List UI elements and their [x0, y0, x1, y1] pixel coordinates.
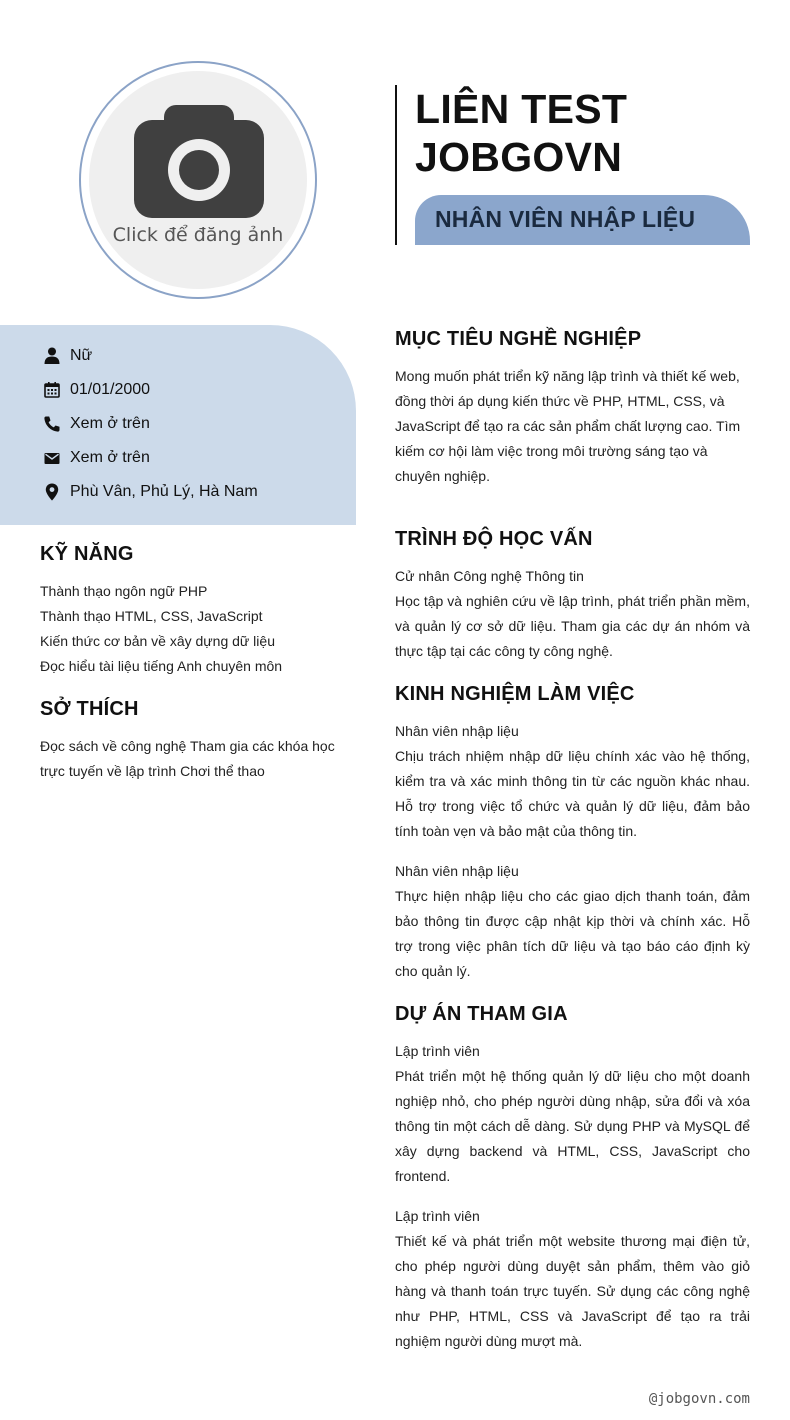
skill-item: Kiến thức cơ bản về xây dựng dữ liệu [40, 633, 275, 649]
gender-value: Nữ [70, 347, 93, 364]
birthday-value: 01/01/2000 [70, 381, 151, 398]
skills-list [40, 579, 340, 679]
skill-item: Đọc hiểu tài liệu tiếng Anh chuyên môn [40, 658, 283, 674]
calendar-icon [42, 380, 62, 400]
experience-role: Nhân viên nhập liệu [395, 723, 519, 739]
experience-description: Thực hiện nhập liệu cho các giao dịch thanh toán, đảm bảo thông tin được cập nhật kịp thời và chính xác. Hỗ trợ trong việc phân tích dữ liệu và tạo báo cáo định kỳ cho quản lý. [395, 888, 750, 979]
phone-value: Xem ở trên [70, 415, 150, 432]
contact-email [42, 447, 150, 469]
objective-heading: MỤC TIÊU NGHỀ NGHIỆP [395, 328, 642, 350]
job-title: NHÂN VIÊN NHẬP LIỆU [435, 206, 696, 232]
camera-icon [134, 105, 264, 218]
email-icon [42, 448, 62, 468]
contact-gender [42, 345, 92, 367]
contact-phone [42, 413, 150, 435]
footer-watermark: @jobgovn.com [648, 1391, 750, 1407]
phone-icon [42, 414, 62, 434]
address-value: Phù Vân, Phủ Lý, Hà Nam [70, 483, 258, 500]
email-value: Xem ở trên [70, 449, 150, 466]
contact-address [42, 481, 258, 503]
skill-item: Thành thạo HTML, CSS, JavaScript [40, 608, 263, 624]
education-degree: Cử nhân Công nghệ Thông tin [395, 568, 584, 584]
projects-heading: DỰ ÁN THAM GIA [395, 1003, 568, 1025]
education-description: Học tập và nghiên cứu về lập trình, phát triển phần mềm, và quản lý cơ sở dữ liệu. Tham gia các dự án nhóm và thực tập tại các công ty công nghệ. [395, 593, 750, 659]
skill-item: Thành thạo ngôn ngữ PHP [40, 583, 208, 599]
job-title-banner [415, 195, 750, 245]
project-role: Lập trình viên [395, 1043, 480, 1059]
hobbies-text: Đọc sách về công nghệ Tham gia các khóa học trực tuyến về lập trình Chơi thể thao [40, 738, 335, 779]
avatar-upload-label: Click để đăng ảnh [112, 224, 284, 246]
skills-heading: KỸ NĂNG [40, 543, 134, 565]
name-line-2: JOBGOVN [415, 134, 623, 180]
experience-heading: KINH NGHIỆM LÀM VIỆC [395, 683, 635, 705]
name-line-1: LIÊN TEST [415, 86, 628, 132]
candidate-name [415, 85, 775, 181]
project-role: Lập trình viên [395, 1208, 480, 1224]
objective-text: Mong muốn phát triển kỹ năng lập trình và thiết kế web, đồng thời áp dụng kiến thức về PHP, HTML, CSS, và JavaScript để tạo ra các sản phẩm chất lượng cao. Tìm kiếm cơ hội làm việc trong môi trường sáng tạo và chuyên nghiệp. [395, 368, 741, 484]
avatar-upload[interactable] [79, 61, 317, 299]
person-icon [42, 346, 62, 366]
location-pin-icon [42, 482, 62, 502]
project-description: Thiết kế và phát triển một website thương mại điện tử, cho phép người dùng duyệt sản phẩm, thêm vào giỏ hàng và thanh toán trực tuyến. Sử dụng các công nghệ như PHP, HTML, CSS và JavaScript để tạo ra trải nghiệm người dùng mượt mà. [395, 1233, 750, 1349]
experience-description: Chịu trách nhiệm nhập dữ liệu chính xác vào hệ thống, kiểm tra và xác minh thông tin từ các nguồn khác nhau. Hỗ trợ trong việc tổ chức và quản lý dữ liệu, đảm bảo tính toàn vẹn và bảo mật của thông tin. [395, 748, 750, 839]
project-description: Phát triển một hệ thống quản lý dữ liệu cho một doanh nghiệp nhỏ, cho phép người dùng nhập, sửa đổi và xóa thông tin một cách dễ dàng. Sử dụng PHP và MySQL để xây dựng backend và HTML, CSS, JavaScript cho frontend. [395, 1068, 750, 1184]
education-heading: TRÌNH ĐỘ HỌC VẤN [395, 528, 593, 550]
avatar[interactable] [89, 71, 307, 289]
name-divider [395, 85, 397, 245]
contact-birthday [42, 379, 150, 401]
experience-role: Nhân viên nhập liệu [395, 863, 519, 879]
contact-panel [0, 325, 356, 525]
hobbies-heading: SỞ THÍCH [40, 698, 139, 720]
